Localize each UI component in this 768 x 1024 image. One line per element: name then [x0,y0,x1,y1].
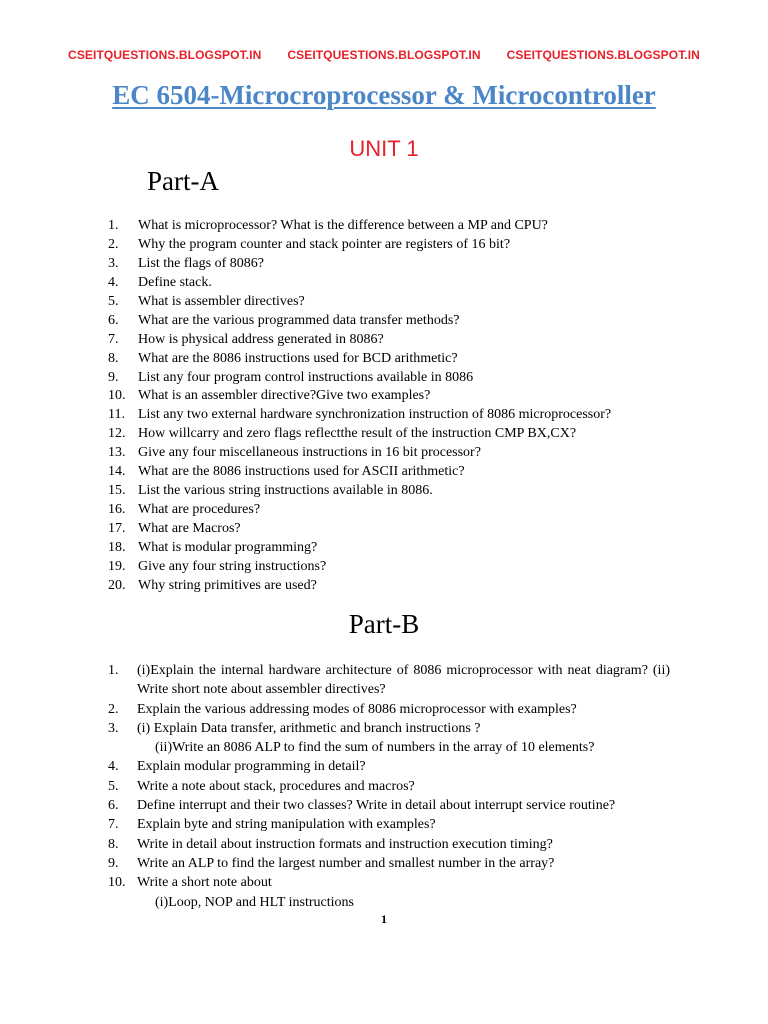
question-text: How willcarry and zero flags reflectthe result of the instruction CMP BX,CX? [138,426,577,442]
part-a-question [106,217,686,236]
question-text: Explain the various addressing modes of 8086 microprocessor with examples? [137,701,577,717]
question-number: 2. [108,701,119,717]
question-number: 13. [108,445,126,461]
part-a-question [106,558,686,577]
part-a-question [106,293,686,312]
question-number: 9. [108,855,119,871]
question-subpart: (i)Loop, NOP and HLT instructions [155,894,354,910]
question-text: List the flags of 8086? [138,255,264,271]
part-b-question [106,700,670,719]
question-text: Write an ALP to find the largest number and smallest number in the array? [137,855,555,871]
question-number: 10. [108,388,126,404]
unit-title: UNIT 1 [349,136,419,161]
part-a-question [106,444,686,463]
part-b-question [106,815,670,834]
part-a-question [106,577,686,596]
question-text: Give any four string instructions? [138,558,327,574]
question-text: What is modular programming? [138,539,318,555]
question-number: 1. [108,218,119,233]
question-text: Write in detail about instruction formats and instruction execution timing? [137,836,553,852]
question-number: 3. [108,720,119,736]
question-number: 7. [108,817,119,833]
part-b-question [106,661,670,700]
question-text: How is physical address generated in 8086? [138,331,384,347]
question-text: What are the 8086 instructions used for ASCII arithmetic? [138,464,465,480]
question-number: 19. [108,558,126,574]
question-text: What is an assembler directive?Give two examples? [138,388,431,404]
question-text: List the various string instructions available in 8086. [138,483,433,499]
question-text: What is microprocessor? What is the difference between a MP and CPU? [138,218,548,233]
question-text: What are procedures? [138,502,261,518]
question-text: (i)Explain the internal hardware architecture of 8086 microprocessor with neat diagram? (ii) Write short note about assembler directives? [137,663,670,698]
part-b-question [106,835,670,854]
question-text: (i) Explain Data transfer, arithmetic and branch instructions ? [137,720,481,736]
part-a-question [106,425,686,444]
question-number: 10. [108,875,126,891]
question-text: Explain byte and string manipulation with examples? [137,817,436,833]
question-number: 15. [108,483,126,499]
question-number: 12. [108,426,126,442]
part-a-question [106,236,686,255]
question-number: 4. [108,759,119,775]
part-b-question-list [106,661,670,912]
question-number: 3. [108,255,119,271]
part-b-question [106,757,670,776]
part-a-question [106,482,686,501]
page-number: 1 [381,912,387,926]
part-b-heading: Part-B [348,609,420,639]
question-text: Define stack. [138,274,212,290]
part-a-question [106,501,686,520]
question-text: What are the 8086 instructions used for BCD arithmetic? [138,350,458,366]
question-text: What is assembler directives? [138,293,305,309]
question-number: 5. [108,778,119,794]
question-number: 6. [108,312,119,328]
question-text: Explain modular programming in detail? [137,759,366,775]
question-number: 9. [108,369,119,385]
question-number: 7. [108,331,119,347]
course-title: EC 6504-Microcroprocessor & Microcontroller [112,80,656,110]
part-a-question [106,406,686,425]
part-a-question [106,520,686,539]
part-b-question [106,777,670,796]
part-b-question [106,719,670,758]
question-text: List any four program control instructions available in 8086 [138,369,474,385]
question-number: 2. [108,236,119,252]
question-number: 11. [108,407,125,423]
part-a-question [106,274,686,293]
question-text: What are Macros? [138,521,241,536]
part-a-question [106,255,686,274]
part-a-question-list [106,217,686,596]
part-a-question [106,312,686,331]
part-a-question [106,350,686,369]
question-text: Why the program counter and stack pointer are registers of 16 bit? [138,236,511,252]
question-text: Why string primitives are used? [138,577,317,593]
question-number: 1. [108,663,119,678]
question-text: Write a short note about [137,875,272,891]
question-number: 4. [108,274,119,290]
question-number: 16. [108,502,126,518]
question-subpart: (ii)Write an 8086 ALP to find the sum of numbers in the array of 10 elements? [155,740,595,756]
question-number: 14. [108,464,126,480]
part-a-question [106,387,686,406]
header-link-1[interactable]: CSEITQUESTIONS.BLOGSPOT.IN [68,48,262,62]
part-a-question [106,463,686,482]
part-a-question [106,369,686,388]
question-number: 5. [108,293,119,309]
part-b-question [106,796,670,815]
question-number: 20. [108,577,126,593]
part-b-question [106,873,670,912]
question-text: Write a note about stack, procedures and macros? [137,778,415,794]
question-number: 6. [108,798,119,814]
question-number: 17. [108,521,126,536]
header-link-2[interactable]: CSEITQUESTIONS.BLOGSPOT.IN [287,48,481,62]
part-a-question [106,539,686,558]
question-number: 18. [108,539,126,555]
question-number: 8. [108,836,119,852]
question-number: 8. [108,350,119,366]
header-link-3[interactable]: CSEITQUESTIONS.BLOGSPOT.IN [506,48,700,62]
question-text: What are the various programmed data transfer methods? [138,312,460,328]
question-text: List any two external hardware synchronization instruction of 8086 microprocessor? [138,407,612,423]
question-text: Give any four miscellaneous instructions in 16 bit processor? [138,445,481,461]
question-text: Define interrupt and their two classes? Write in detail about interrupt service routine? [137,798,616,814]
part-b-question [106,854,670,873]
part-a-question [106,331,686,350]
header-links [0,48,768,62]
part-a-heading: Part-A [147,166,219,196]
